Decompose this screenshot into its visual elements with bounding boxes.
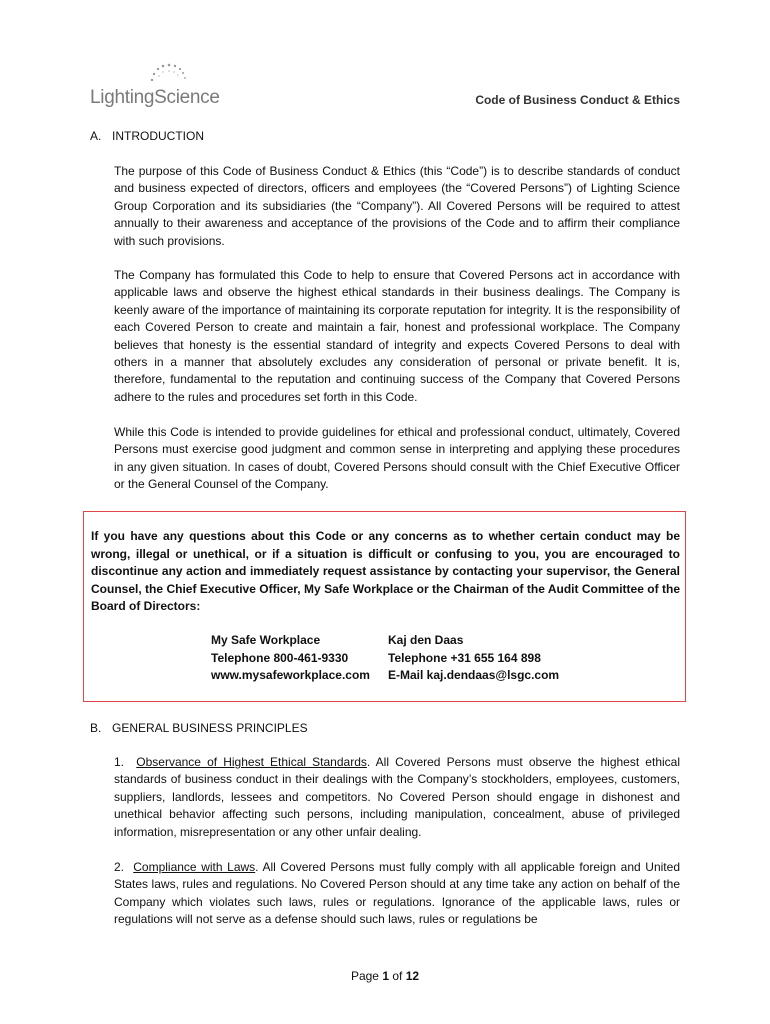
logo-wordmark: LightingScience (90, 87, 220, 108)
document-title: Code of Business Conduct & Ethics (475, 93, 680, 107)
intro-paragraph-3: While this Code is intended to provide guidelines for ethical and professional conduct, ultimately, Covered Persons must exercise good judgment and common sense in interpreting and applying these procedures in any given situation. In cases of doubt, Covered Persons should consult with the Chief Executive Officer or the General Counsel of the Company. (114, 425, 680, 492)
contact-phone: Telephone 800-461-9330 (211, 650, 349, 665)
item-heading: Observance of Highest Ethical Standards (136, 755, 367, 769)
logo-dots-icon (148, 62, 188, 88)
contact-callout-box (83, 511, 686, 702)
contact-kaj-den-daas (388, 632, 559, 685)
item-number: 2. (114, 860, 125, 874)
item-heading: Compliance with Laws (133, 860, 256, 874)
item-number: 1. (114, 755, 125, 769)
of-label: of (392, 969, 403, 983)
section-letter: A. (90, 129, 102, 143)
section-a-heading (90, 129, 204, 143)
principle-item-2 (114, 859, 680, 929)
section-letter: B. (90, 721, 102, 735)
callout-text: If you have any questions about this Code or any concerns as to whether certain conduct may be wrong, illegal or unethical, or if a situation is difficult or confusing to you, you are encouraged to discontinue any action and immediately request assistance by contacting your supervisor, the General Counsel, the Chief Executive Officer, My Safe Workplace or the Chairman of the Audit Committee of the Board of Directors: (91, 529, 680, 614)
contact-my-safe-workplace (211, 632, 370, 685)
contact-phone: Telephone +31 655 164 898 (388, 650, 541, 665)
item-body: . All Covered Persons must fully comply with all applicable foreign and United States laws, rules and regulations. No Covered Person should at any time take any action on behalf of the Company which violates such laws, rules or regulations. Ignorance of the applicable laws, rules or regulations will not serve as a defense should such laws, rules or regulations be (114, 860, 680, 927)
section-title: GENERAL BUSINESS PRINCIPLES (112, 721, 308, 735)
total-page-count: 12 (405, 969, 420, 983)
section-b-heading (90, 721, 308, 735)
page-footer (0, 969, 770, 983)
intro-paragraph-2: The Company has formulated this Code to help to ensure that Covered Persons act in accordance with applicable laws and observe the highest ethical standards in their business dealings. The Company is keenly aware of the importance of maintaining its corporate reputation for integrity. It is the responsibility of each Covered Person to create and maintain a fair, honest and professional workplace. The Company believes that honesty is the essential standard of integrity and expects Covered Persons to deal with others in a manner that absolutely excludes any consideration of personal or private benefit. It is, therefore, fundamental to the reputation and continuing success of the Company that Covered Persons adhere to the rules and procedures set forth in this Code. (114, 268, 680, 404)
item-body: . All Covered Persons must observe the highest ethical standards of business conduct in their dealings with the Company’s stockholders, employees, customers, suppliers, landlords, lessees and competitors. No Covered Person should engage in dishonest and unethical behavior affecting such persons, including manipulation, concealment, abuse of privileged information, misrepresentation or any other unfair dealing. (114, 755, 680, 839)
contact-name: My Safe Workplace (211, 633, 321, 647)
principle-item-1 (114, 754, 680, 841)
company-logo (90, 62, 220, 110)
contact-email-link[interactable]: E-Mail kaj.dendaas@lsgc.com (388, 668, 560, 683)
contact-name: Kaj den Daas (388, 633, 464, 647)
current-page-number: 1 (382, 969, 389, 983)
intro-paragraph-1: The purpose of this Code of Business Conduct & Ethics (this “Code”) is to describe standards of conduct and business expected of directors, officers and employees (the “Covered Persons”) of Lighting Science Group Corporation and its subsidiaries (the “Company”). All Covered Persons will be required to attest annually to their awareness and acceptance of the provisions of the Code and to affirm their compliance with such provisions. (114, 164, 680, 248)
section-title: INTRODUCTION (112, 129, 204, 143)
page-label: Page (350, 969, 379, 983)
contact-website-link[interactable]: www.mysafeworkplace.com (211, 668, 370, 683)
